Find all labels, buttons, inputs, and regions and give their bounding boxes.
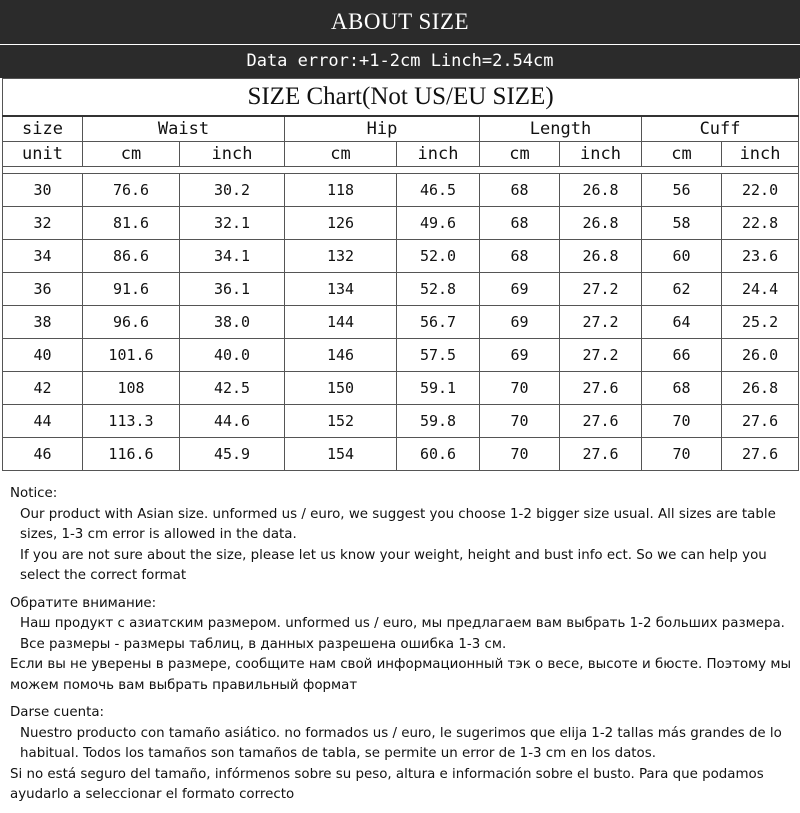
data-error-text: Data error:+1-2cm Linch=2.54cm — [246, 51, 554, 71]
measurement-cell: 116.6 — [83, 438, 180, 471]
measurement-cell: 96.6 — [83, 306, 180, 339]
table-row — [3, 273, 799, 306]
size-cell: 30 — [3, 174, 83, 207]
measurement-cell: 64 — [642, 306, 722, 339]
measurement-cell: 27.6 — [722, 438, 799, 471]
measurement-cell: 70 — [642, 438, 722, 471]
measurement-cell: 32.1 — [180, 207, 285, 240]
measurement-cell: 26.8 — [560, 174, 642, 207]
table-row — [3, 372, 799, 405]
measurement-cell: 152 — [285, 405, 397, 438]
measurement-cell: 70 — [480, 372, 560, 405]
header-unit-cell: cm — [285, 142, 397, 167]
measurement-cell: 57.5 — [397, 339, 480, 372]
header-row-unit — [3, 142, 799, 167]
measurement-cell: 52.0 — [397, 240, 480, 273]
notes-section — [10, 484, 795, 813]
measurement-cell: 45.9 — [180, 438, 285, 471]
measurement-cell: 56.7 — [397, 306, 480, 339]
measurement-cell: 86.6 — [83, 240, 180, 273]
measurement-cell: 27.2 — [560, 306, 642, 339]
size-cell: 32 — [3, 207, 83, 240]
measurement-cell: 26.8 — [722, 372, 799, 405]
header-unit-cell: inch — [180, 142, 285, 167]
measurement-cell: 36.1 — [180, 273, 285, 306]
size-cell: 38 — [3, 306, 83, 339]
header-cuff: Cuff — [642, 116, 799, 142]
measurement-cell: 108 — [83, 372, 180, 405]
measurement-cell: 25.2 — [722, 306, 799, 339]
measurement-cell: 68 — [480, 207, 560, 240]
notice-en-line1: Our product with Asian size. unformed us / euro, we suggest you choose 1-2 bigger size usual. All sizes are table sizes, 1-3 cm error is allowed in the data. — [20, 506, 776, 542]
measurement-cell: 62 — [642, 273, 722, 306]
header-unit-cell: inch — [397, 142, 480, 167]
table-row — [3, 405, 799, 438]
size-cell: 44 — [3, 405, 83, 438]
measurement-cell: 118 — [285, 174, 397, 207]
measurement-cell: 27.2 — [560, 273, 642, 306]
measurement-cell: 91.6 — [83, 273, 180, 306]
header-size: size — [3, 116, 83, 142]
measurement-cell: 38.0 — [180, 306, 285, 339]
measurement-cell: 42.5 — [180, 372, 285, 405]
notice-ru-heading: Обратите внимание: — [10, 595, 157, 611]
measurement-cell: 154 — [285, 438, 397, 471]
header-gap — [3, 167, 799, 174]
notice-en — [10, 484, 795, 587]
size-cell: 46 — [3, 438, 83, 471]
measurement-cell: 69 — [480, 339, 560, 372]
measurement-cell: 150 — [285, 372, 397, 405]
measurement-cell: 46.5 — [397, 174, 480, 207]
notice-es — [10, 703, 795, 806]
measurement-cell: 70 — [480, 438, 560, 471]
data-error-banner — [0, 45, 800, 78]
header-unit-cell: cm — [83, 142, 180, 167]
measurement-cell: 76.6 — [83, 174, 180, 207]
measurement-cell: 126 — [285, 207, 397, 240]
measurement-cell: 113.3 — [83, 405, 180, 438]
header-unit-cell: inch — [722, 142, 799, 167]
size-cell: 36 — [3, 273, 83, 306]
measurement-cell: 69 — [480, 273, 560, 306]
measurement-cell: 34.1 — [180, 240, 285, 273]
measurement-cell: 70 — [642, 405, 722, 438]
table-row — [3, 438, 799, 471]
notice-ru-line1: Наш продукт с азиатским размером. unformed us / euro, мы предлагаем вам выбрать 1-2 больших размера. Все размеры - размеры таблиц, в данных разрешена ошибка 1-3 см. — [20, 616, 785, 652]
measurement-cell: 66 — [642, 339, 722, 372]
header-unit-cell: inch — [560, 142, 642, 167]
measurement-cell: 22.8 — [722, 207, 799, 240]
measurement-cell: 60 — [642, 240, 722, 273]
measurement-cell: 27.6 — [722, 405, 799, 438]
notice-en-line2: If you are not sure about the size, please let us know your weight, height and bust info ect. So we can help you select the correct format — [20, 547, 767, 583]
measurement-cell: 22.0 — [722, 174, 799, 207]
measurement-cell: 81.6 — [83, 207, 180, 240]
measurement-cell: 26.8 — [560, 240, 642, 273]
size-chart-table — [2, 78, 799, 471]
measurement-cell: 59.1 — [397, 372, 480, 405]
measurement-cell: 40.0 — [180, 339, 285, 372]
notice-ru-line2: Если вы не уверены в размере, сообщите нам свой информационный тэк о весе, высоте и бюсте. Поэтому мы можем помочь вам выбрать правильный формат — [10, 657, 792, 693]
header-waist: Waist — [83, 116, 285, 142]
measurement-cell: 27.6 — [560, 372, 642, 405]
measurement-cell: 132 — [285, 240, 397, 273]
measurement-cell: 146 — [285, 339, 397, 372]
header-unit-cell: cm — [480, 142, 560, 167]
about-size-title: ABOUT SIZE — [330, 9, 470, 34]
measurement-cell: 27.6 — [560, 438, 642, 471]
measurement-cell: 70 — [480, 405, 560, 438]
notice-es-line1: Nuestro producto con tamaño asiático. no formados us / euro, le sugerimos que elija 1-2 tallas más grandes de lo habitual. Todos los tamaños son tamaños de tabla, se permite un error de 1-3 cm en los datos. — [20, 725, 782, 761]
measurement-cell: 68 — [480, 174, 560, 207]
size-cell: 34 — [3, 240, 83, 273]
measurement-cell: 30.2 — [180, 174, 285, 207]
measurement-cell: 44.6 — [180, 405, 285, 438]
measurement-cell: 26.8 — [560, 207, 642, 240]
table-row — [3, 207, 799, 240]
measurement-cell: 27.6 — [560, 405, 642, 438]
table-row — [3, 240, 799, 273]
measurement-cell: 134 — [285, 273, 397, 306]
measurement-cell: 68 — [642, 372, 722, 405]
about-size-banner — [0, 0, 800, 44]
measurement-cell: 60.6 — [397, 438, 480, 471]
header-row-measure — [3, 116, 799, 142]
header-hip: Hip — [285, 116, 480, 142]
measurement-cell: 26.0 — [722, 339, 799, 372]
measurement-cell: 69 — [480, 306, 560, 339]
measurement-cell: 144 — [285, 306, 397, 339]
notice-en-heading: Notice: — [10, 486, 58, 501]
measurement-cell: 101.6 — [83, 339, 180, 372]
measurement-cell: 59.8 — [397, 405, 480, 438]
measurement-cell: 23.6 — [722, 240, 799, 273]
notice-es-line2: Si no está seguro del tamaño, infórmenos sobre su peso, altura e información sobre el busto. Para que podamos ayudarlo a seleccionar el formato correcto — [10, 766, 764, 802]
header-length: Length — [480, 116, 642, 142]
measurement-cell: 49.6 — [397, 207, 480, 240]
size-cell: 42 — [3, 372, 83, 405]
measurement-cell: 27.2 — [560, 339, 642, 372]
chart-title-row — [3, 79, 799, 117]
table-row — [3, 174, 799, 207]
measurement-cell: 58 — [642, 207, 722, 240]
measurement-cell: 56 — [642, 174, 722, 207]
size-cell: 40 — [3, 339, 83, 372]
notice-ru — [10, 594, 795, 697]
measurement-cell: 24.4 — [722, 273, 799, 306]
table-row — [3, 306, 799, 339]
measurement-cell: 68 — [480, 240, 560, 273]
notice-es-heading: Darse cuenta: — [10, 705, 105, 720]
measurement-cell: 52.8 — [397, 273, 480, 306]
header-unit: unit — [3, 142, 83, 167]
size-rows — [3, 174, 799, 471]
table-row — [3, 339, 799, 372]
chart-title: SIZE Chart(Not US/EU SIZE) — [3, 79, 799, 117]
header-unit-cell: cm — [642, 142, 722, 167]
